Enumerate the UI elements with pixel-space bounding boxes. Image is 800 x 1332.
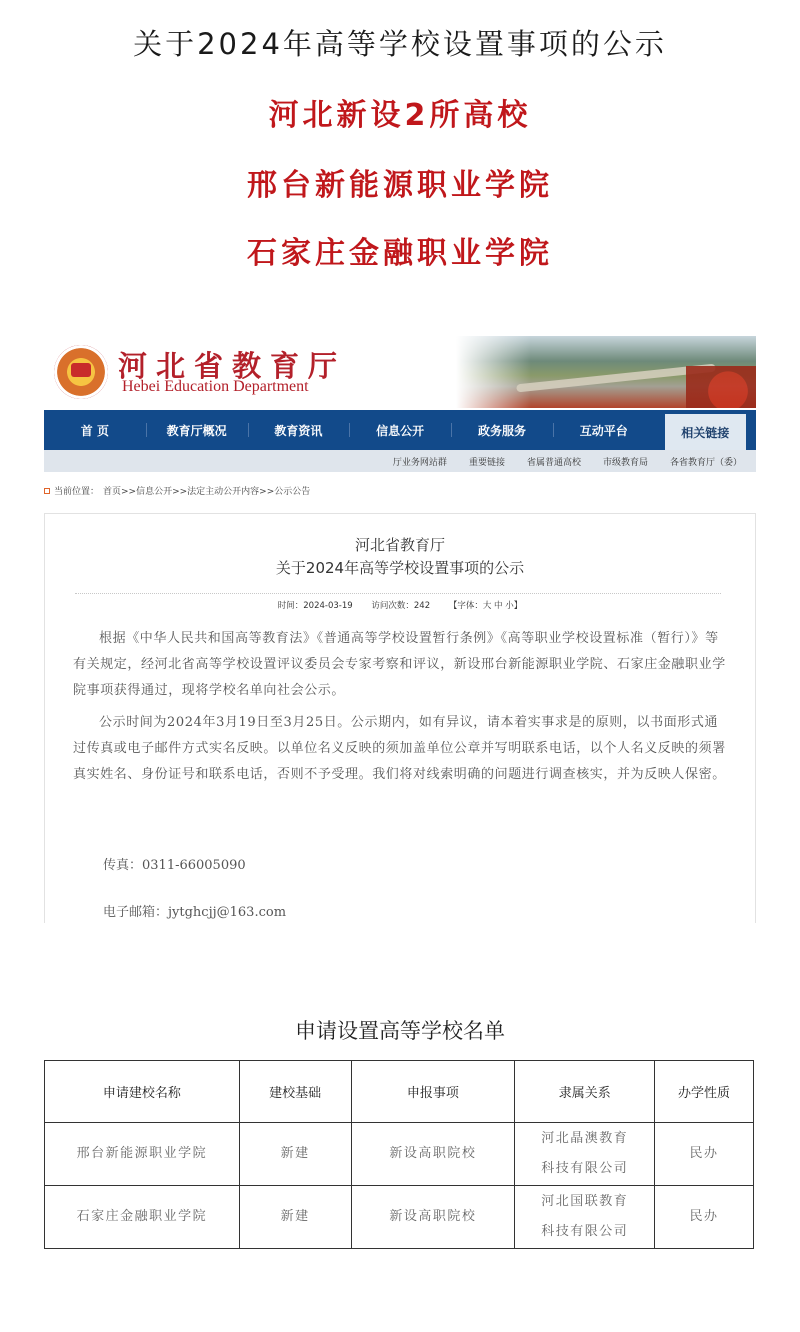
site-name-cn[interactable]: 河北省教育厅 [118,349,347,383]
table-header-row [45,1061,754,1123]
basis: 新建 [239,1123,351,1186]
application-item: 新设高职院校 [351,1123,515,1186]
main-nav [44,410,756,450]
nav-news[interactable]: 教育资讯 [248,410,350,450]
great-wall-banner [456,336,756,408]
affiliation-line: 科技有限公司 [541,1224,629,1239]
schools-table [44,1060,754,1249]
view-count: 访问次数：242 [371,601,431,611]
paragraph: 根据《中华人民共和国高等教育法》《普通高等学校设置暂行条例》《高等职业学校设置标准（暂行）》等有关规定，经河北省高等学校设置评议委员会专家考察和评议，新设邢台新能源职业学院、石家庄金融职业学院事项获得通过，现将学校名单向社会公示。 [73,631,726,698]
emblem-icon[interactable] [54,345,108,399]
autumn-leaves-icon [686,366,756,408]
table-row [45,1186,754,1249]
breadcrumb-prefix: 当前位置： [54,487,100,497]
email-address[interactable]: 电子邮箱：jytghcjj@163.com [103,905,287,920]
notice-meta [45,599,755,611]
table-row [45,1123,754,1186]
school-type: 民办 [655,1186,754,1249]
affiliation-line: 河北晶澳教育 [541,1131,629,1146]
nav-home[interactable]: 首 页 [80,423,109,438]
nav-interaction[interactable]: 互动平台 [553,410,655,450]
subnav-business-sites[interactable]: 厅业务网站群 [392,457,447,468]
nav-gov-services[interactable]: 政务服务 [451,410,553,450]
affiliation [515,1123,655,1186]
site-name-en: Hebei Education Department [122,378,309,395]
breadcrumb-path[interactable]: 首页>>信息公开>>法定主动公开内容>>公示公告 [103,487,311,497]
school-type: 民办 [655,1123,754,1186]
subnav-important-links[interactable]: 重要链接 [468,457,505,468]
subnav-provincial-universities[interactable]: 省属普通高校 [526,457,581,468]
location-icon [44,488,50,494]
book-icon [71,363,91,377]
divider [75,593,721,594]
column-header: 建校基础 [239,1061,351,1123]
affiliation [515,1186,655,1249]
nav-overview[interactable]: 教育厅概况 [146,410,248,450]
nav-info-disclosure[interactable]: 信息公开 [349,410,451,450]
table-title: 申请设置高等学校名单 [295,1019,505,1043]
hero-school-2: 石家庄金融职业学院 [247,236,553,271]
subnav-provincial-depts[interactable]: 各省教育厅（委） [669,457,742,468]
notice-title: 关于2024年高等学校设置事项的公示 [275,559,525,577]
sub-nav [44,450,756,472]
column-header: 办学性质 [655,1061,754,1123]
column-header: 申请建校名称 [45,1061,240,1123]
publish-time: 时间：2024-03-19 [277,601,353,611]
column-header: 隶属关系 [515,1061,655,1123]
school-name: 石家庄金融职业学院 [45,1186,240,1249]
website-screenshot [44,336,756,497]
fax-number: 传真：0311-66005090 [103,858,246,873]
site-header [44,336,756,408]
basis: 新建 [239,1186,351,1249]
school-name: 邢台新能源职业学院 [45,1123,240,1186]
subnav-city-bureaus[interactable]: 市级教育局 [602,457,648,468]
notice-document [44,513,756,923]
affiliation-line: 河北国联教育 [541,1194,629,1209]
breadcrumb [44,484,756,497]
hero-headline: 河北新设2所高校 [268,98,532,133]
nav-related-links[interactable]: 相关链接 [665,414,746,450]
column-header: 申报事项 [351,1061,515,1123]
notice-body [73,626,729,794]
affiliation-line: 科技有限公司 [541,1161,629,1176]
application-item: 新设高职院校 [351,1186,515,1249]
hero-title: 关于2024年高等学校设置事项的公示 [133,27,667,61]
font-size-switch[interactable]: 【字体：大 中 小】 [448,601,523,611]
hero-school-1: 邢台新能源职业学院 [247,168,553,203]
paragraph: 公示时间为2024年3月19日至3月25日。公示期内，如有异议，请本着实事求是的原则，以书面形式通过传真或电子邮件方式实名反映。以单位名义反映的须加盖单位公章并写明联系电话，以个人名义反映的须署真实姓名、身份证号和联系电话，否则不予受理。我们将对线索明确的问题进行调查核实，并为反映人保密。 [73,715,726,782]
notice-org: 河北省教育厅 [354,536,445,554]
